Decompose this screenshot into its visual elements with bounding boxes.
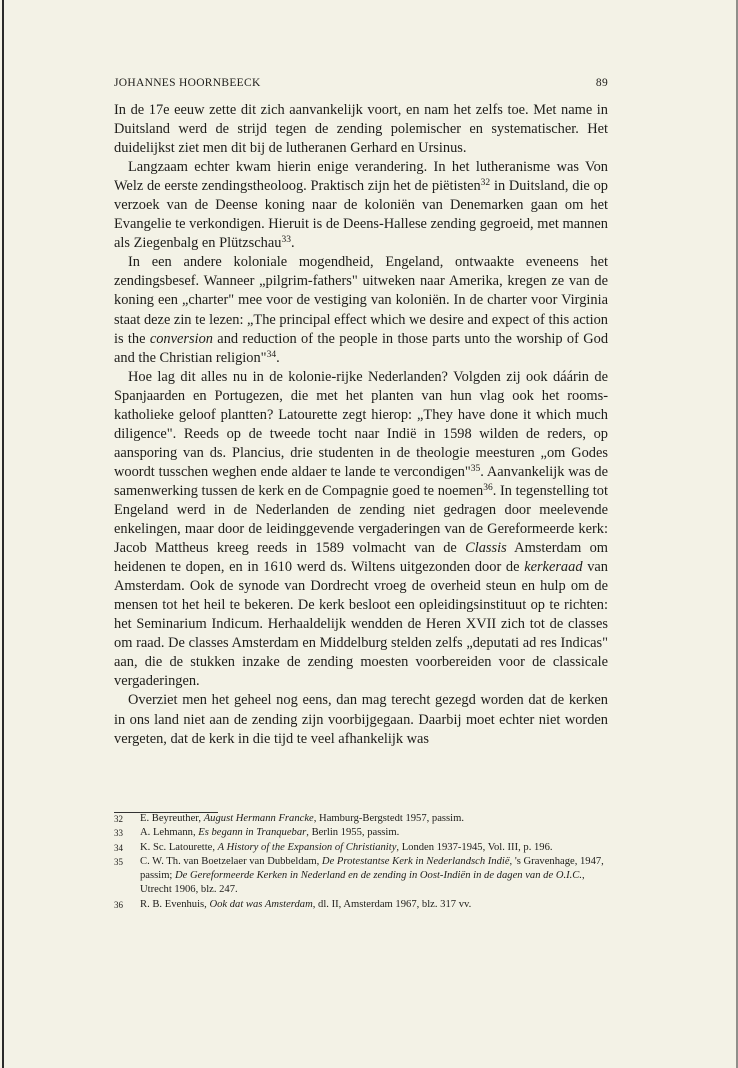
paragraph-2: Langzaam echter kwam hierin enige verandering. In het lutheranisme was Von Welz de eerste zendingstheoloog. Praktisch zijn het de piëtisten$^{32}$ in Duitsland, die op verzoek van de Deense koning naar de koloniën van Denemarken gaan om het Evangelie te verkondigen. Hieruit is de Deens-Hallese zending gegroeid, met mannen als Ziegenbalg en Plützschau$^{33}$. — [114, 159, 608, 252]
running-head — [114, 76, 608, 90]
footnote-number: 34 — [114, 842, 123, 853]
paragraph-3: In een andere koloniale mogendheid, Engeland, ontwaakte eveneens het zendingsbesef. Wanneer „pilgrim-fathers" uitweken naar Amerika, kregen ze van de koning een „charter" mee voor de vestiging van koloniën. In de charter voor Virginia staat deze zin te lezen: „The principal effect which we desire and expect of this action is the conversion and reduction of the people in those parts unto the worship of God and the Christian religion"$^{34}$. — [114, 254, 609, 366]
footnote: 33 A. Lehmann, Es begann in Tranquebar, Berlin 1955, passim. — [114, 826, 608, 840]
footnote-number: 35 — [114, 856, 123, 867]
footnote-ref-32: 32 — [480, 178, 491, 189]
paragraph-5: Overziet men het geheel nog eens, dan mag terecht gezegd worden dat de kerken in ons land niet aan de zending zijn voorbijgegaan. Daarbij moet echter niet worden vergeten, dat de kerk in die tijd te veel afhankelijk was — [114, 692, 608, 747]
footnote-number: 36 — [114, 899, 123, 910]
paragraph-1: In de 17e eeuw zette dit zich aanvankelijk voort, en nam het zelfs toe. Met name in Duitsland werd de strijd tegen de zending polemischer en systematischer. Het duidelijkst ziet men dit bij de lutheranen Gerhard en Ursinus. — [114, 102, 608, 157]
footnote: 35 C. W. Th. van Boetzelaer van Dubbeldam, De Protestantse Kerk in Nederlandsch Indië, 's Gravenhage, 1947, passim; De Gereformeerde Kerken in Nederland en de zending in Oost-Indiën in de dagen van de O.I.C., Utrecht 1906, blz. 247. — [114, 855, 608, 898]
footnote-number: 33 — [114, 828, 123, 839]
footnotes — [114, 812, 608, 912]
running-title: JOHANNES HOORNBEECK — [114, 77, 261, 89]
footnote: 32 E. Beyreuther, August Hermann Francke, Hamburg-Bergstedt 1957, passim. — [114, 812, 608, 826]
paragraph-4: Hoe lag dit alles nu in de kolonie-rijke Nederlanden? Volgden zij ook dáárin de Spanjaarden en Portugezen, die met het planten van hun vlag ook het rooms-katholieke geloof plantten? Latourette zegt hierop: „They have done it which much diligence". Reeds op de tweede tocht naar Indië in 1598 wilden de reders, op aansporing van ds. Plancius, drie studenten in de theologie meesturen „om Godes woordt tusschen weghen ende aldaer te lande te vercondigen"$^{35}$. Aanvankelijk was de samenwerking tussen de kerk en de Compagnie goed te noemen$^{36}$. In tegenstelling tot Engeland werd in de Nederlanden de zending niet gedragen door meelevende enkelingen, maar door de leidinggevende vergaderingen van de Gereformeerde kerk: Jacob Mattheus kreeg reeds in 1589 volmacht van de Classis Amsterdam om heidenen te dopen, en in 1610 werd ds. Wiltens uitgezonden door de kerkeraad van Amsterdam. Ook de synode van Dordrecht vroeg de overheid steun en hulp om de mensen tot het heil te bekeren. De kerk besloot een opleidingsinstituut op te richten: het Seminarium Indicum. Herhaaldelijk wendden de Heren XVII zich tot de classes om raad. De classes Amsterdam en Middelburg stelden zelfs „deputati ad res Indicas" aan, die de stukken inzake de zending moesten voorbereiden voor de classicale vergaderingen. — [114, 368, 608, 690]
scan-edge-left — [2, 0, 4, 1068]
footnote-ref-35: 35 — [470, 463, 481, 474]
footnote-ref-34: 34 — [266, 349, 277, 360]
footnote: 34 K. Sc. Latourette, A History of the Expansion of Christianity, Londen 1937-1945, Vol. III, p. 196. — [114, 841, 608, 855]
body-text — [114, 101, 608, 749]
page-number: 89 — [595, 77, 608, 89]
footnote-ref-33: 33 — [281, 235, 291, 246]
footnote: 36 R. B. Evenhuis, Ook dat was Amsterdam, dl. II, Amsterdam 1967, blz. 317 vv. — [114, 898, 608, 912]
footnote-number: 32 — [114, 814, 123, 824]
footnote-ref-36: 36 — [483, 482, 493, 493]
